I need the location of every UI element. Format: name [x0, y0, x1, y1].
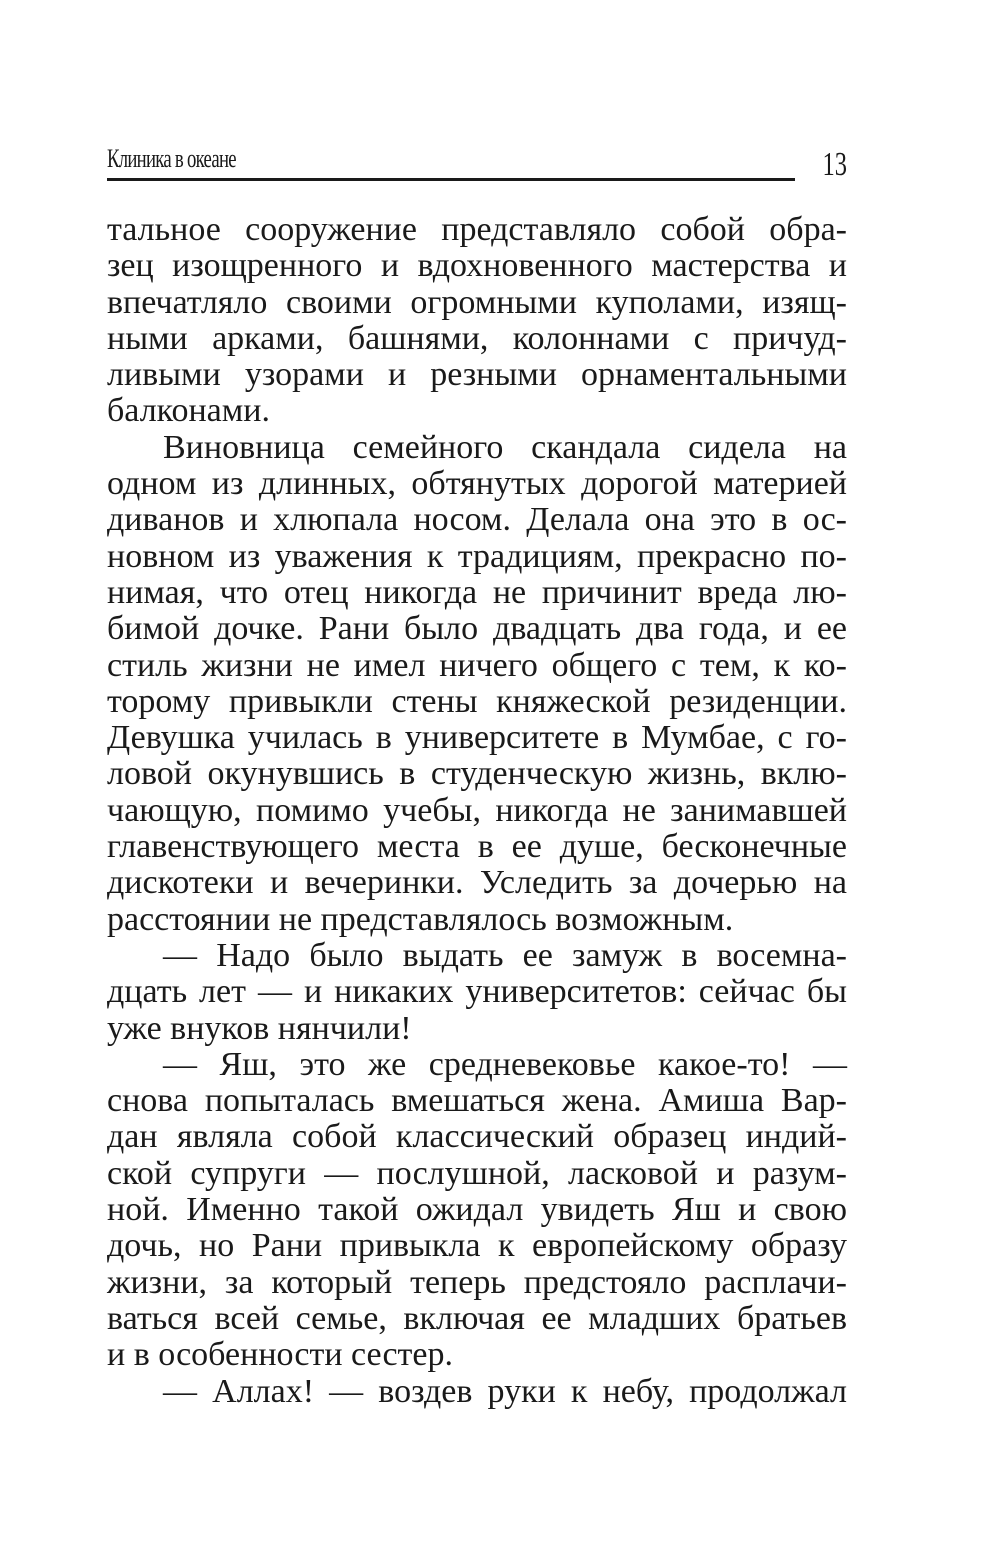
running-title: Клиника в океане	[107, 144, 236, 173]
text-line: ными арками, башнями, колоннами с причуд-	[107, 319, 847, 357]
text-line: дочь, но Рани привыкла к европейскому образу	[107, 1227, 847, 1265]
text-line: — Яш, это же средневековье какое-то! —	[163, 1045, 847, 1083]
text-line: зец изощренного и вдохновенного мастерства и	[107, 247, 847, 285]
paragraph-3	[107, 938, 847, 1047]
header-rule	[107, 178, 795, 181]
text-line: диванов и хлюпала носом. Делала она это в ос-	[107, 501, 847, 539]
text-line: балконами.	[107, 392, 270, 430]
text-line: торому привыкли стены княжеской резиденции.	[107, 682, 847, 720]
page-header	[107, 140, 847, 190]
text-line: — Аллах! — воздев руки к небу, продолжал	[163, 1372, 847, 1410]
text-line: бимой дочке. Рани было двадцать два года, и ее	[107, 610, 847, 648]
text-line: расстоянии не представлялось возможным.	[107, 900, 734, 938]
page-number: 13	[822, 146, 847, 183]
text-line: тальное сооружение представляло собой обра-	[107, 211, 847, 248]
text-line: новном из уважения к традициям, прекрасно по-	[107, 537, 847, 575]
paragraph-1	[107, 212, 847, 430]
paragraph-4	[107, 1047, 847, 1374]
paragraph-2	[107, 430, 847, 938]
text-line: чающую, помимо учебы, никогда не занимавшей	[107, 791, 847, 829]
text-line: Девушка училась в университете в Мумбае, с го-	[107, 719, 847, 757]
text-line: впечатляло своими огромными куполами, изящ-	[107, 283, 847, 321]
text-line: — Надо было выдать ее замуж в восемна-	[163, 936, 847, 974]
text-line: дан являла собой классический образец индий-	[107, 1118, 847, 1156]
text-line: уже внуков нянчили!	[107, 1009, 412, 1047]
text-line: жизни, за который теперь предстояло расплачи-	[107, 1263, 847, 1301]
text-line: стиль жизни не имел ничего общего с тем, к ко-	[107, 646, 847, 684]
text-line: одном из длинных, обтянутых дорогой материей	[107, 465, 847, 503]
text-line: ливыми узорами и резными орнаментальными	[107, 356, 847, 394]
body-text	[107, 212, 847, 1410]
text-line: ской супруги — послушной, ласковой и разум-	[107, 1154, 847, 1192]
paragraph-5	[107, 1374, 847, 1410]
text-line: нимая, что отец никогда не причинит вреда лю-	[107, 573, 847, 611]
text-line: дцать лет — и никаких университетов: сейчас бы	[107, 973, 847, 1011]
text-line: Виновница семейного скандала сидела на	[163, 428, 847, 466]
text-line: и в особенности сестер.	[107, 1336, 453, 1374]
text-line: ной. Именно такой ожидал увидеть Яш и свою	[107, 1191, 847, 1229]
text-line: дискотеки и вечеринки. Уследить за дочерью на	[107, 864, 847, 902]
text-line: ловой окунувшись в студенческую жизнь, вклю-	[107, 755, 847, 793]
text-line: главенствующего места в ее душе, бесконечные	[107, 828, 847, 866]
text-line: ваться всей семье, включая ее младших братьев	[107, 1299, 847, 1337]
text-line: снова попыталась вмешаться жена. Амиша Вар-	[107, 1082, 847, 1120]
